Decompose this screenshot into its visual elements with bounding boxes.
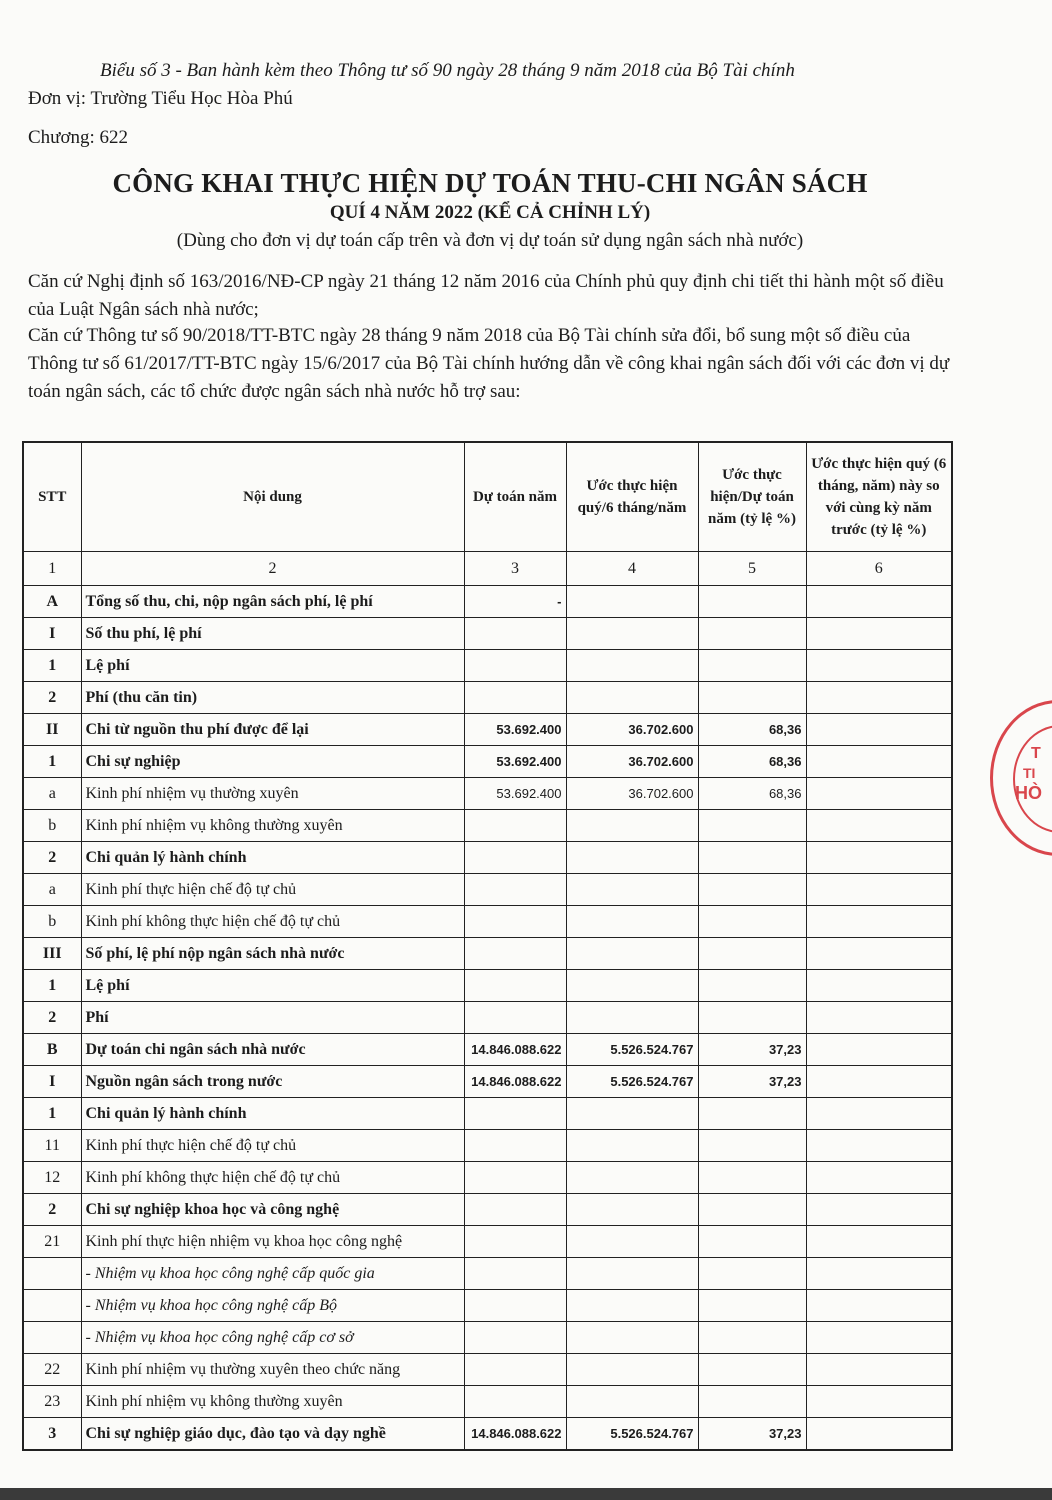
table-row: [23, 810, 952, 842]
row-execution-ratio: [698, 1226, 806, 1258]
row-stt: 2: [23, 682, 81, 714]
row-yoy-ratio: [806, 1290, 952, 1322]
table-row: [23, 618, 952, 650]
row-content: - Nhiệm vụ khoa học công nghệ cấp cơ sở: [81, 1322, 464, 1354]
row-content: Chi sự nghiệp khoa học và công nghệ: [81, 1194, 464, 1226]
table-row: [23, 938, 952, 970]
column-header: Nội dung: [81, 442, 464, 552]
row-stt: 21: [23, 1226, 81, 1258]
row-estimated-execution: 5.526.524.767: [566, 1034, 698, 1066]
row-content: Số thu phí, lệ phí: [81, 618, 464, 650]
row-content: Chi sự nghiệp: [81, 746, 464, 778]
column-number: 1: [23, 552, 81, 586]
table-header-row: [23, 442, 952, 552]
row-estimated-execution: [566, 682, 698, 714]
row-execution-ratio: [698, 970, 806, 1002]
table-row: [23, 746, 952, 778]
row-content: Chi từ nguồn thu phí được để lại: [81, 714, 464, 746]
row-content: Kinh phí thực hiện chế độ tự chủ: [81, 874, 464, 906]
row-content: Kinh phí không thực hiện chế độ tự chủ: [81, 1162, 464, 1194]
row-stt: I: [23, 1066, 81, 1098]
row-annual-estimate: [464, 1258, 566, 1290]
row-annual-estimate: [464, 682, 566, 714]
row-estimated-execution: 5.526.524.767: [566, 1418, 698, 1451]
table-row: [23, 682, 952, 714]
row-content: Tổng số thu, chi, nộp ngân sách phí, lệ phí: [81, 586, 464, 618]
row-estimated-execution: [566, 938, 698, 970]
row-execution-ratio: 68,36: [698, 714, 806, 746]
row-execution-ratio: 68,36: [698, 746, 806, 778]
row-estimated-execution: [566, 1322, 698, 1354]
row-stt: 2: [23, 1002, 81, 1034]
table-row: [23, 1290, 952, 1322]
row-annual-estimate: 53.692.400: [464, 778, 566, 810]
row-content: Kinh phí nhiệm vụ thường xuyên theo chức năng: [81, 1354, 464, 1386]
row-stt: b: [23, 906, 81, 938]
row-yoy-ratio: [806, 1418, 952, 1451]
row-stt: I: [23, 618, 81, 650]
row-execution-ratio: [698, 1130, 806, 1162]
row-content: Chi sự nghiệp giáo dục, đào tạo và dạy nghề: [81, 1418, 464, 1451]
row-annual-estimate: [464, 1290, 566, 1322]
row-yoy-ratio: [806, 810, 952, 842]
table-row: [23, 778, 952, 810]
scan-edge: [0, 1488, 1052, 1500]
table-row: [23, 1418, 952, 1451]
row-estimated-execution: 36.702.600: [566, 778, 698, 810]
column-number: 5: [698, 552, 806, 586]
row-yoy-ratio: [806, 714, 952, 746]
row-stt: [23, 1290, 81, 1322]
row-annual-estimate: [464, 1354, 566, 1386]
table-row: [23, 1386, 952, 1418]
row-execution-ratio: 68,36: [698, 778, 806, 810]
row-execution-ratio: [698, 874, 806, 906]
row-stt: 22: [23, 1354, 81, 1386]
row-execution-ratio: 37,23: [698, 1066, 806, 1098]
page-title: CÔNG KHAI THỰC HIỆN DỰ TOÁN THU-CHI NGÂN SÁCH: [112, 168, 868, 198]
row-content: Số phí, lệ phí nộp ngân sách nhà nước: [81, 938, 464, 970]
row-execution-ratio: 37,23: [698, 1418, 806, 1451]
row-execution-ratio: [698, 1322, 806, 1354]
seal-text: T: [1031, 745, 1041, 762]
row-estimated-execution: [566, 1226, 698, 1258]
row-stt: II: [23, 714, 81, 746]
row-annual-estimate: [464, 1098, 566, 1130]
row-estimated-execution: [566, 1130, 698, 1162]
row-stt: 23: [23, 1386, 81, 1418]
row-yoy-ratio: [806, 842, 952, 874]
row-stt: a: [23, 778, 81, 810]
row-annual-estimate: [464, 1002, 566, 1034]
row-yoy-ratio: [806, 1098, 952, 1130]
seal-text: HÒ: [1015, 783, 1042, 803]
table-row: [23, 1098, 952, 1130]
row-execution-ratio: 37,23: [698, 1034, 806, 1066]
row-annual-estimate: [464, 842, 566, 874]
table-row: [23, 1322, 952, 1354]
official-seal: [990, 700, 1052, 856]
column-number: 2: [81, 552, 464, 586]
row-annual-estimate: -: [464, 586, 566, 618]
column-number: 6: [806, 552, 952, 586]
row-annual-estimate: 14.846.088.622: [464, 1066, 566, 1098]
row-estimated-execution: [566, 1354, 698, 1386]
row-stt: B: [23, 1034, 81, 1066]
row-content: - Nhiệm vụ khoa học công nghệ cấp Bộ: [81, 1290, 464, 1322]
row-estimated-execution: [566, 810, 698, 842]
row-stt: [23, 1258, 81, 1290]
form-note: Biểu số 3 - Ban hành kèm theo Thông tư số 90 ngày 28 tháng 9 năm 2018 của Bộ Tài chính: [100, 60, 795, 81]
row-stt: 1: [23, 1098, 81, 1130]
row-yoy-ratio: [806, 1258, 952, 1290]
row-content: Kinh phí thực hiện nhiệm vụ khoa học công nghệ: [81, 1226, 464, 1258]
row-annual-estimate: [464, 970, 566, 1002]
row-annual-estimate: [464, 1386, 566, 1418]
row-estimated-execution: [566, 1290, 698, 1322]
row-yoy-ratio: [806, 618, 952, 650]
row-execution-ratio: [698, 1194, 806, 1226]
row-execution-ratio: [698, 1354, 806, 1386]
row-execution-ratio: [698, 1098, 806, 1130]
row-stt: A: [23, 586, 81, 618]
row-yoy-ratio: [806, 1354, 952, 1386]
row-yoy-ratio: [806, 1034, 952, 1066]
row-execution-ratio: [698, 842, 806, 874]
row-yoy-ratio: [806, 778, 952, 810]
column-number: 4: [566, 552, 698, 586]
row-content: Lệ phí: [81, 650, 464, 682]
row-stt: 1: [23, 970, 81, 1002]
row-annual-estimate: [464, 1322, 566, 1354]
column-header: Ước thực hiện quý (6 tháng, năm) này so với cùng kỳ năm trước (tỷ lệ %): [806, 442, 952, 552]
row-content: Phí (thu căn tin): [81, 682, 464, 714]
row-estimated-execution: [566, 618, 698, 650]
row-yoy-ratio: [806, 1194, 952, 1226]
row-execution-ratio: [698, 1258, 806, 1290]
row-execution-ratio: [698, 1002, 806, 1034]
table-row: [23, 650, 952, 682]
table-row: [23, 1130, 952, 1162]
row-estimated-execution: [566, 874, 698, 906]
row-estimated-execution: [566, 1386, 698, 1418]
row-estimated-execution: [566, 1002, 698, 1034]
row-execution-ratio: [698, 810, 806, 842]
row-content: Kinh phí nhiệm vụ không thường xuyên: [81, 810, 464, 842]
row-annual-estimate: [464, 618, 566, 650]
row-yoy-ratio: [806, 586, 952, 618]
row-yoy-ratio: [806, 1226, 952, 1258]
table-row: [23, 874, 952, 906]
table-row: [23, 1162, 952, 1194]
table-row: [23, 1002, 952, 1034]
row-content: - Nhiệm vụ khoa học công nghệ cấp quốc gia: [81, 1258, 464, 1290]
row-stt: b: [23, 810, 81, 842]
column-header: Dự toán năm: [464, 442, 566, 552]
table-row: [23, 1354, 952, 1386]
row-yoy-ratio: [806, 1322, 952, 1354]
row-estimated-execution: [566, 970, 698, 1002]
row-estimated-execution: [566, 1162, 698, 1194]
row-yoy-ratio: [806, 906, 952, 938]
row-content: Phí: [81, 1002, 464, 1034]
legal-basis-2: Căn cứ Thông tư số 90/2018/TT-BTC ngày 28 tháng 9 năm 2018 của Bộ Tài chính sửa đổi, bổ sung một số điều của Thông tư số 61/2017/TT-BTC ngày 15/6/2017 của Bộ Tài chính hướng dẫn về công khai ngân sách đối với các đơn vị dự toán ngân sách, các tổ chức được ngân sách nhà nước hỗ trợ sau:: [28, 325, 950, 402]
row-content: Chi quản lý hành chính: [81, 1098, 464, 1130]
row-execution-ratio: [698, 1386, 806, 1418]
row-stt: 1: [23, 650, 81, 682]
table-row: [23, 1066, 952, 1098]
row-execution-ratio: [698, 586, 806, 618]
row-yoy-ratio: [806, 650, 952, 682]
row-stt: 2: [23, 1194, 81, 1226]
row-yoy-ratio: [806, 874, 952, 906]
column-header: Ước thực hiện/Dự toán năm (tỷ lệ %): [698, 442, 806, 552]
table-row: [23, 714, 952, 746]
row-content: Nguồn ngân sách trong nước: [81, 1066, 464, 1098]
row-stt: a: [23, 874, 81, 906]
row-annual-estimate: [464, 1226, 566, 1258]
table-row: [23, 586, 952, 618]
table-row: [23, 970, 952, 1002]
row-estimated-execution: [566, 586, 698, 618]
legal-basis-1: Căn cứ Nghị định số 163/2016/NĐ-CP ngày 21 tháng 12 năm 2016 của Chính phủ quy định chi tiết thi hành một số điều của Luật Ngân sách nhà nước;: [28, 271, 944, 320]
row-estimated-execution: [566, 906, 698, 938]
row-execution-ratio: [698, 618, 806, 650]
row-content: Dự toán chi ngân sách nhà nước: [81, 1034, 464, 1066]
row-yoy-ratio: [806, 1130, 952, 1162]
column-header: Ước thực hiện quý/6 tháng/năm: [566, 442, 698, 552]
table-row: [23, 1194, 952, 1226]
row-content: Kinh phí nhiệm vụ thường xuyên: [81, 778, 464, 810]
row-estimated-execution: [566, 650, 698, 682]
row-estimated-execution: 36.702.600: [566, 746, 698, 778]
row-annual-estimate: 53.692.400: [464, 714, 566, 746]
row-estimated-execution: 36.702.600: [566, 714, 698, 746]
row-estimated-execution: [566, 1258, 698, 1290]
row-estimated-execution: [566, 1194, 698, 1226]
row-yoy-ratio: [806, 682, 952, 714]
row-stt: 1: [23, 746, 81, 778]
row-content: Kinh phí thực hiện chế độ tự chủ: [81, 1130, 464, 1162]
row-execution-ratio: [698, 682, 806, 714]
table-row: [23, 842, 952, 874]
row-yoy-ratio: [806, 1162, 952, 1194]
column-number-row: [23, 552, 952, 586]
column-number: 3: [464, 552, 566, 586]
row-execution-ratio: [698, 906, 806, 938]
row-annual-estimate: [464, 874, 566, 906]
row-annual-estimate: [464, 1162, 566, 1194]
row-estimated-execution: [566, 842, 698, 874]
row-yoy-ratio: [806, 970, 952, 1002]
row-yoy-ratio: [806, 746, 952, 778]
row-content: Lệ phí: [81, 970, 464, 1002]
page-subtitle: QUÍ 4 NĂM 2022 (KỂ CẢ CHỈNH LÝ): [329, 202, 651, 223]
table-row: [23, 1226, 952, 1258]
table-row: [23, 906, 952, 938]
row-annual-estimate: [464, 1194, 566, 1226]
row-execution-ratio: [698, 938, 806, 970]
budget-table: [22, 441, 953, 1451]
usage-note: (Dùng cho đơn vị dự toán cấp trên và đơn vị dự toán sử dụng ngân sách nhà nước): [176, 230, 804, 251]
row-yoy-ratio: [806, 1066, 952, 1098]
row-yoy-ratio: [806, 1002, 952, 1034]
row-annual-estimate: 14.846.088.622: [464, 1034, 566, 1066]
row-annual-estimate: 53.692.400: [464, 746, 566, 778]
table-row: [23, 1258, 952, 1290]
row-annual-estimate: [464, 906, 566, 938]
row-stt: 12: [23, 1162, 81, 1194]
chapter-code: Chương: 622: [28, 127, 129, 148]
row-estimated-execution: [566, 1098, 698, 1130]
row-stt: III: [23, 938, 81, 970]
row-execution-ratio: [698, 650, 806, 682]
row-stt: 2: [23, 842, 81, 874]
row-annual-estimate: [464, 810, 566, 842]
row-stt: 3: [23, 1418, 81, 1451]
row-stt: [23, 1322, 81, 1354]
row-estimated-execution: 5.526.524.767: [566, 1066, 698, 1098]
row-content: Chi quản lý hành chính: [81, 842, 464, 874]
row-annual-estimate: [464, 1130, 566, 1162]
row-annual-estimate: 14.846.088.622: [464, 1418, 566, 1451]
row-execution-ratio: [698, 1162, 806, 1194]
column-header: STT: [23, 442, 81, 552]
row-yoy-ratio: [806, 938, 952, 970]
row-annual-estimate: [464, 650, 566, 682]
unit-name: Đơn vị: Trường Tiểu Học Hòa Phú: [28, 88, 293, 109]
row-annual-estimate: [464, 938, 566, 970]
row-yoy-ratio: [806, 1386, 952, 1418]
row-content: Kinh phí nhiệm vụ không thường xuyên: [81, 1386, 464, 1418]
row-content: Kinh phí không thực hiện chế độ tự chủ: [81, 906, 464, 938]
seal-text: TI: [1023, 765, 1036, 781]
table-row: [23, 1034, 952, 1066]
row-execution-ratio: [698, 1290, 806, 1322]
row-stt: 11: [23, 1130, 81, 1162]
